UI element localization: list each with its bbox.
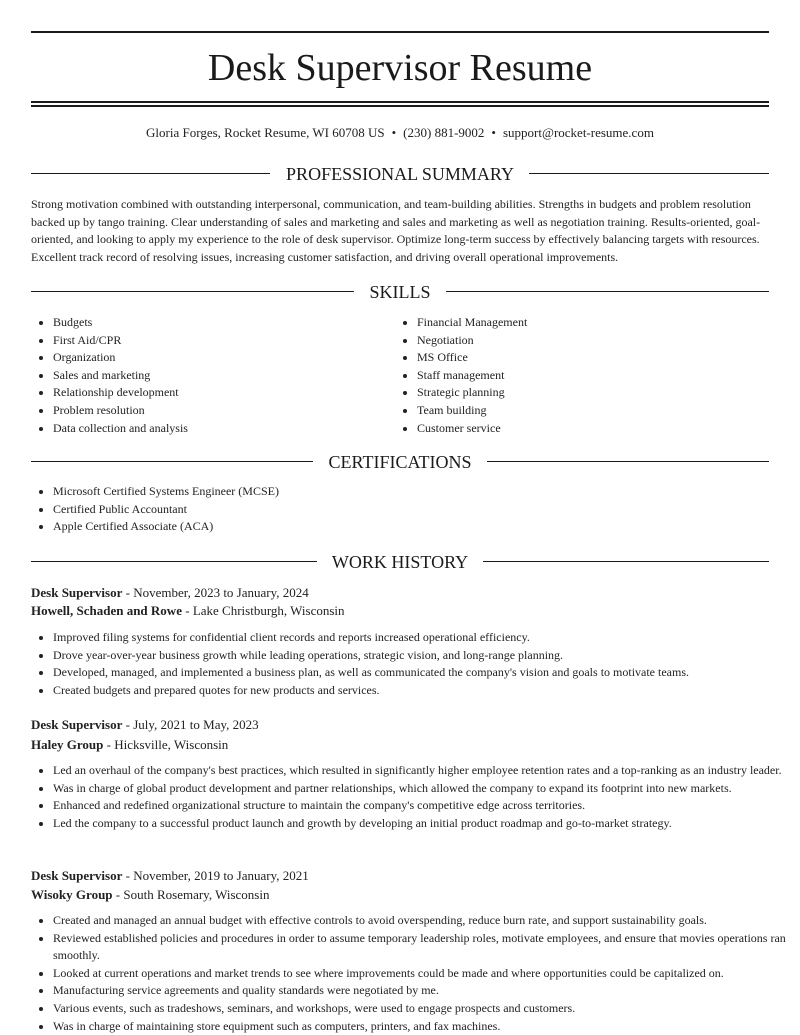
- skills-list-left: [31, 314, 393, 437]
- job-duty-item: • Reviewed established policies and procedures in order to assume temporary leadership roles, motivate employees, and ensure that movies operations ran smoothly.: [53, 930, 793, 965]
- section-title: CERTIFICATIONS: [328, 452, 472, 472]
- contact-line: [0, 124, 800, 142]
- certifications-list: [31, 483, 753, 536]
- section-title: WORK HISTORY: [331, 552, 469, 572]
- contact-address: Gloria Forges, Rocket Resume, WI 60708 US: [146, 125, 385, 140]
- job-duties-list: [31, 762, 793, 832]
- job-duty-item: • Various events, such as tradeshows, seminars, and workshops, were used to engage prospects and customers.: [53, 1000, 793, 1018]
- job-location: Hicksville, Wisconsin: [114, 737, 229, 752]
- job-location: Lake Christburgh, Wisconsin: [192, 603, 345, 618]
- job-duty-item: • Developed, managed, and implemented a business plan, as well as communicated the company's vision and goals to motivate teams.: [53, 664, 793, 682]
- job-duty-item: • Manufacturing service agreements and quality standards were negotiated by me.: [53, 982, 793, 1000]
- heading-rule: [446, 291, 769, 292]
- section-title: PROFESSIONAL SUMMARY: [286, 164, 514, 184]
- skill-item: • Data collection and analysis: [53, 420, 393, 438]
- job-company-line: Wisoky Group - South Rosemary, Wisconsin: [31, 887, 270, 902]
- job-duty-item: • Led an overhaul of the company's best practices, which resulted in significantly higher employee retention rates and a top-ranking as an industry leader.: [53, 762, 793, 780]
- skill-item: • Staff management: [417, 367, 787, 385]
- skill-item: • Sales and marketing: [53, 367, 393, 385]
- job-duty-item: • Improved filing systems for confidential client records and reports increased operational efficiency.: [53, 629, 793, 647]
- skill-item: • Budgets: [53, 314, 393, 332]
- skill-item: • Customer service: [417, 420, 787, 438]
- job-duty-item: • Drove year-over-year business growth while leading operations, strategic vision, and long-range planning.: [53, 647, 793, 665]
- job-duties-list: [31, 912, 793, 1035]
- job-duty-item: • Created and managed an annual budget with effective controls to avoid overspending, reduce burn rate, and support sustainability goals.: [53, 912, 793, 930]
- skills-list-right: [395, 314, 787, 437]
- job-company: Haley Group: [31, 737, 104, 752]
- job-company: Howell, Schaden and Rowe: [31, 603, 182, 618]
- job-role: Desk Supervisor: [31, 585, 123, 600]
- heading-rule: [529, 173, 769, 174]
- section-heading-summary: [31, 162, 769, 186]
- contact-phone[interactable]: (230) 881-9002: [403, 125, 485, 140]
- contact-email[interactable]: support@rocket-resume.com: [502, 125, 654, 140]
- certification-item: • Certified Public Accountant: [53, 501, 753, 519]
- job-title-line: Desk Supervisor - November, 2023 to January, 2024: [31, 585, 309, 600]
- skill-item: • Relationship development: [53, 384, 393, 402]
- job-company-line: Howell, Schaden and Rowe - Lake Christburgh, Wisconsin: [31, 603, 345, 618]
- job-company-line: Haley Group - Hicksville, Wisconsin: [31, 737, 229, 752]
- job-role: Desk Supervisor: [31, 868, 123, 883]
- section-heading-certifications: [31, 450, 769, 474]
- skill-item: • MS Office: [417, 349, 787, 367]
- skill-item: • Team building: [417, 402, 787, 420]
- section-heading-skills: [31, 280, 769, 304]
- job-dates: November, 2019 to January, 2021: [133, 868, 309, 883]
- job-duty-item: • Was in charge of global product development and partner relationships, which allowed the company to expand its footprint into new markets.: [53, 780, 793, 798]
- skill-item: • Strategic planning: [417, 384, 787, 402]
- certification-item: • Apple Certified Associate (ACA): [53, 518, 753, 536]
- skill-item: • Negotiation: [417, 332, 787, 350]
- skill-item: • Financial Management: [417, 314, 787, 332]
- job-duty-item: • Created budgets and prepared quotes for new products and services.: [53, 682, 793, 700]
- contact-separator: •: [491, 125, 496, 140]
- title-rule-upper: [31, 101, 769, 103]
- heading-rule: [487, 461, 769, 462]
- job-title-line: Desk Supervisor - July, 2021 to May, 2023: [31, 717, 259, 732]
- job-dates: July, 2021 to May, 2023: [133, 717, 259, 732]
- section-title: SKILLS: [369, 282, 431, 302]
- heading-rule: [483, 561, 769, 562]
- certification-item: • Microsoft Certified Systems Engineer (MCSE): [53, 483, 753, 501]
- job-role: Desk Supervisor: [31, 717, 123, 732]
- job-duty-item: • Looked at current operations and market trends to see where improvements could be made and where opportunities could be capitalized on.: [53, 965, 793, 983]
- job-title-line: Desk Supervisor - November, 2019 to January, 2021: [31, 868, 309, 883]
- summary-paragraph: Strong motivation combined with outstanding interpersonal, communication, and team-building abilities. Strengths in budgets and problem resolution backed up by tango training. Clear understanding of sales and marketing and sales and marketing as well as negotiation training. Results-oriented, goal-oriented, and looking to apply my experience to the role of desk supervisor. Optimize long-term success by effectively balancing targets with resources. Excellent track record of resolving issues, increasing customer satisfaction, and driving overall operational improvements.: [31, 197, 761, 264]
- job-company: Wisoky Group: [31, 887, 113, 902]
- skill-item: • Problem resolution: [53, 402, 393, 420]
- job-duty-item: • Enhanced and redefined organizational structure to maintain the company's competitive edge across territories.: [53, 797, 793, 815]
- job-location: South Rosemary, Wisconsin: [123, 887, 270, 902]
- skill-item: • Organization: [53, 349, 393, 367]
- job-duty-item: • Led the company to a successful product launch and growth by developing an initial product roadmap and go-to-market strategy.: [53, 815, 793, 833]
- top-rule: [31, 31, 769, 33]
- page-title: Desk Supervisor Resume: [207, 47, 593, 89]
- contact-separator: •: [391, 125, 397, 140]
- skill-item: • First Aid/CPR: [53, 332, 393, 350]
- section-heading-work-history: [31, 550, 769, 574]
- job-dates: November, 2023 to January, 2024: [133, 585, 309, 600]
- title-rule-lower: [31, 105, 769, 107]
- job-duties-list: [31, 629, 793, 699]
- job-duty-item: • Was in charge of maintaining store equipment such as computers, printers, and fax machines.: [53, 1018, 793, 1035]
